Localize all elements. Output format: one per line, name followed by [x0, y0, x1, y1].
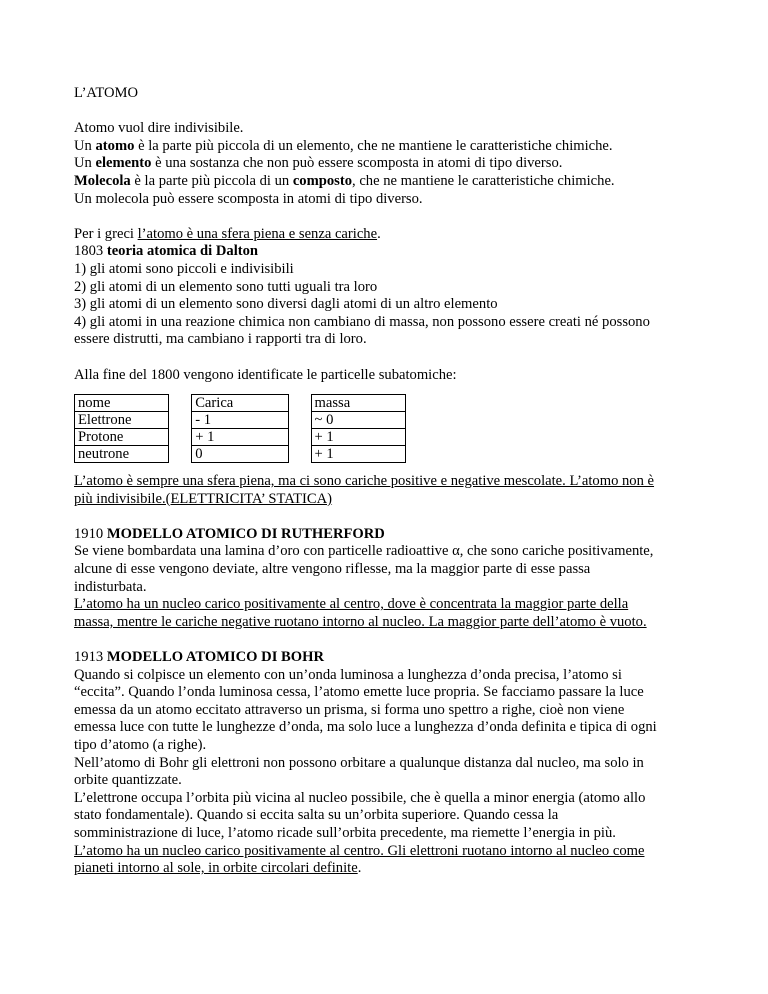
table-cell: - 1 — [192, 412, 289, 429]
table-row — [75, 429, 406, 446]
bohr-line: Quando si colpisce un elemento con un’onda luminosa a lunghezza d’onda precisa, l’atomo si — [74, 666, 622, 683]
table-cell: + 1 — [311, 429, 405, 446]
intro-line-2: Un atomo è la parte più piccola di un elemento, che ne mantiene le caratteristiche chimiche. — [74, 137, 613, 154]
static-note-line-1: L’atomo è sempre una sfera piena, ma ci sono cariche positive e negative mescolate. L’atomo non è — [74, 473, 655, 490]
table-header-cell: massa — [311, 395, 405, 412]
table-cell: + 1 — [192, 429, 289, 446]
rutherford-line: Se viene bombardata una lamina d’oro con particelle radioattive α, che sono cariche positivamente, — [74, 543, 654, 560]
table-cell: neutrone — [75, 446, 169, 463]
table-row — [75, 412, 406, 429]
bohr-line: tipo d’atomo (a righe). — [74, 737, 207, 753]
bohr-line: Nell’atomo di Bohr gli elettroni non possono orbitare a qualunque distanza dal nucleo, ma solo in — [74, 754, 644, 771]
bohr-conclusion: L’atomo ha un nucleo carico positivamente al centro. Gli elettroni ruotano intorno al nucleo come — [74, 842, 645, 859]
table-cell: Protone — [75, 429, 169, 446]
bohr-line: somministrazione di luce, l’atomo ricade sull’orbita precedente, ma riemette l’energia in più. — [74, 824, 616, 841]
dalton-heading: 1803 teoria atomica di Dalton — [74, 243, 259, 260]
intro-paragraph — [74, 120, 698, 208]
dalton-item: essere distrutti, ma cambiano i rapporti tra di loro. — [74, 331, 367, 348]
intro-line-3: Un elemento è una sostanza che non può essere scomposta in atomi di tipo diverso. — [74, 155, 563, 172]
bohr-conclusion-end: pianeti intorno al sole, in orbite circolari definite. — [74, 860, 362, 877]
page-title: L’ATOMO — [74, 85, 139, 101]
dalton-item: 2) gli atomi di un elemento sono tutti uguali tra loro — [74, 278, 378, 295]
static-note — [74, 473, 698, 508]
dalton-item: 4) gli atomi in una reazione chimica non cambiano di massa, non possono essere creati né possono — [74, 313, 650, 330]
intro-line-1: Atomo vuol dire indivisibile. — [74, 120, 244, 137]
rutherford-heading: 1910 MODELLO ATOMICO DI RUTHERFORD — [74, 525, 385, 542]
rutherford-conclusion: L’atomo ha un nucleo carico positivamente al centro, dove è concentrata la maggior parte della — [74, 596, 629, 613]
greek-line: Per i greci l’atomo è una sfera piena e senza cariche. — [74, 225, 381, 242]
particles-table — [74, 394, 406, 463]
static-note-line-2: più indivisibile.(ELETTRICITA’ STATICA) — [74, 490, 333, 507]
dalton-item: 1) gli atomi sono piccoli e indivisibili — [74, 260, 294, 277]
greek-paragraph — [74, 226, 698, 349]
rutherford-section — [74, 526, 698, 632]
bohr-line: stato fondamentale). Quando si eccita salta su un’orbita superiore. Quando cessa la — [74, 807, 559, 824]
bohr-line: “eccita”. Quando l’onda luminosa cessa, l’atomo emette luce propria. Se facciamo passare la luce — [74, 684, 644, 701]
bohr-heading: 1913 MODELLO ATOMICO DI BOHR — [74, 649, 325, 666]
table-cell: + 1 — [311, 446, 405, 463]
bohr-line: emessa luce con tutte le lunghezze d’onda, ma solo luce a lunghezza d’onda definita e tipica di ogni — [74, 719, 657, 736]
dalton-item: 3) gli atomi di un elemento sono diversi dagli atomi di un altro elemento — [74, 296, 498, 313]
table-header-row — [75, 395, 406, 412]
bohr-line: L’elettrone occupa l’orbita più vicina al nucleo possibile, che è quella a minor energia (atomo allo — [74, 789, 646, 806]
table-cell: Elettrone — [75, 412, 169, 429]
table-row — [75, 446, 406, 463]
table-header-cell: Carica — [192, 395, 289, 412]
table-cell: 0 — [192, 446, 289, 463]
bohr-section — [74, 649, 698, 878]
bohr-line: emessa da un atomo eccitato attraverso un prisma, si forma uno spettro a righe, cioè non viene — [74, 701, 625, 718]
rutherford-line: alcune di esse vengono deviate, altre vengono riflesse, ma la maggior parte di esse passa — [74, 561, 591, 578]
table-header-cell: nome — [75, 395, 169, 412]
table-cell: ~ 0 — [311, 412, 405, 429]
intro-line-5: Un molecola può essere scomposta in atomi di tipo diverso. — [74, 190, 423, 207]
rutherford-conclusion: massa, mentre le cariche negative ruotano intorno al nucleo. La maggior parte dell’atomo è vuoto. — [74, 613, 647, 630]
bohr-line: orbite quantizzate. — [74, 772, 182, 789]
intro-line-4: Molecola è la parte più piccola di un composto, che ne mantiene le caratteristiche chimiche. — [74, 172, 615, 189]
subatomic-intro: Alla fine del 1800 vengono identificate le particelle subatomiche: — [74, 366, 457, 383]
document-page — [74, 85, 698, 878]
rutherford-line: indisturbata. — [74, 578, 147, 595]
